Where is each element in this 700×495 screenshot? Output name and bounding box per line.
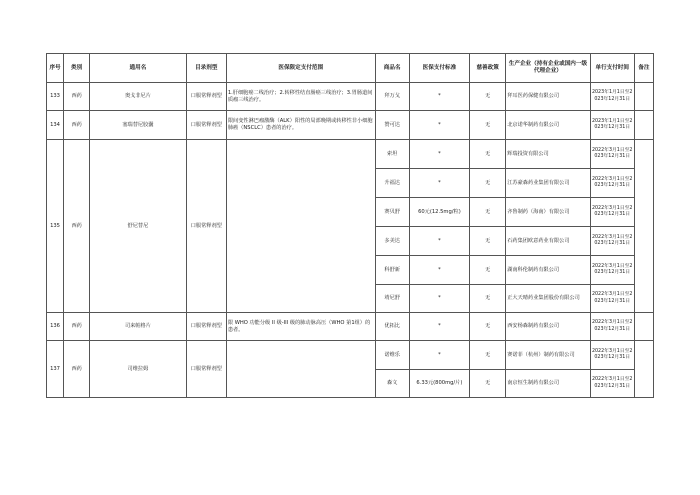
header-category: 类别 [64,54,90,83]
date-cell: 2022年3月1日至2023年12月31日 [590,285,634,313]
company-cell: 正大天晴药业集团股份有限公司 [506,285,590,313]
header-row [47,54,654,83]
date-cell: 2022年3月1日至2023年12月31日 [590,140,634,169]
header-scope: 医保限定支付范围 [226,54,375,83]
data-table [46,53,654,398]
date-cell: 2022年3月1日至2023年12月31日 [590,169,634,198]
generic-cell: 奥戈非尼片 [90,83,186,111]
charity-cell: 无 [470,285,506,313]
category-cell: 西药 [64,111,90,140]
brand-cell: 赛贝舒 [375,198,409,227]
standard-cell: 60元(12.5mg/粒) [409,198,469,227]
form-cell: 口服常释剂型 [186,111,226,140]
company-cell: 齐鲁制药（海南）有限公司 [506,198,590,227]
form-cell: 口服常释剂型 [186,83,226,111]
brand-cell: 靖尼舒 [375,285,409,313]
category-cell: 西药 [64,341,90,398]
scope-cell [226,140,375,313]
header-generic-name: 通用名 [90,54,186,83]
charity-cell: 无 [470,341,506,370]
standard-cell: * [409,285,469,313]
charity-cell: 无 [470,83,506,111]
charity-cell: 无 [470,313,506,341]
drug-reimbursement-table [46,53,654,431]
company-cell: 石药集团欧意药业有限公司 [506,227,590,256]
brand-cell: 拜万戈 [375,83,409,111]
company-cell: 南京恒生制药有限公司 [506,370,590,398]
charity-cell: 无 [470,370,506,398]
company-cell: 辉瑞投资有限公司 [506,140,590,169]
date-cell: 2022年3月1日至2023年12月31日 [590,227,634,256]
date-cell: 2022年3月1日至2023年12月31日 [590,198,634,227]
seq-cell: 133 [47,83,64,111]
table-row [47,83,654,111]
standard-cell: 6.33元(800mg/片) [409,370,469,398]
brand-cell: 诺维乐 [375,341,409,370]
header-standard: 医保支付标准 [409,54,469,83]
note-cell [634,83,653,111]
brand-cell: 优拓比 [375,313,409,341]
company-cell: 拜耳医药保健有限公司 [506,83,590,111]
company-cell: 赛诺菲（杭州）制药有限公司 [506,341,590,370]
charity-cell: 无 [470,227,506,256]
scope-cell: 1.肝细胞癌二线治疗；2.转移性结直肠癌三线治疗；3.胃肠道间质瘤三线治疗。 [226,83,375,111]
generic-cell: 司维拉姆 [90,341,186,398]
standard-cell: * [409,313,469,341]
charity-cell: 无 [470,111,506,140]
scope-cell: 限间变性淋巴瘤激酶（ALK）阳性的局部晚期或转移性非小细胞肺癌（NSCLC）患者的治疗。 [226,111,375,140]
seq-cell: 137 [47,341,64,398]
standard-cell: * [409,341,469,370]
table-row [47,341,654,370]
header-charity: 慈善政策 [470,54,506,83]
generic-cell: 司来帕格片 [90,313,186,341]
note-cell [634,313,653,341]
seq-cell: 135 [47,140,64,313]
date-cell: 2022年3月1日至2023年12月31日 [590,313,634,341]
form-cell: 口服常释剂型 [186,140,226,313]
standard-cell: * [409,256,469,285]
header-dosage-form: 目录剂型 [186,54,226,83]
header-date: 单行支付时间 [590,54,634,83]
company-cell: 北京诺华制药有限公司 [506,111,590,140]
header-company: 生产企业（持有企业或国内一级代理企业） [506,54,590,83]
charity-cell: 无 [470,169,506,198]
date-cell: 2022年3月1日至2023年12月31日 [590,370,634,398]
date-cell: 2023年1月1日至2023年12月31日 [590,83,634,111]
seq-cell: 134 [47,111,64,140]
scope-cell [226,341,375,398]
charity-cell: 无 [470,256,506,285]
standard-cell: * [409,83,469,111]
seq-cell: 136 [47,313,64,341]
header-seq: 序号 [47,54,64,83]
note-cell [634,341,653,398]
charity-cell: 无 [470,140,506,169]
brand-cell: 升福达 [375,169,409,198]
scope-cell: 限 WHO 功能分级 II 级-III 级的肺动脉高压（WHO 第1组）的患者。 [226,313,375,341]
charity-cell: 无 [470,198,506,227]
form-cell: 口服常释剂型 [186,313,226,341]
company-cell: 西安杨森制药有限公司 [506,313,590,341]
standard-cell: * [409,227,469,256]
company-cell: 江苏豪森药业集团有限公司 [506,169,590,198]
company-cell: 湖南科伦制药有限公司 [506,256,590,285]
note-cell [634,140,653,313]
category-cell: 西药 [64,140,90,313]
brand-cell: 索坦 [375,140,409,169]
note-cell [634,111,653,140]
brand-cell: 科舒新 [375,256,409,285]
brand-cell: 多美达 [375,227,409,256]
generic-cell: 塞瑞替尼胶囊 [90,111,186,140]
date-cell: 2022年3月1日至2023年12月31日 [590,256,634,285]
date-cell: 2022年3月1日至2023年12月31日 [590,341,634,370]
category-cell: 西药 [64,313,90,341]
standard-cell: * [409,140,469,169]
table-row [47,111,654,140]
standard-cell: * [409,111,469,140]
header-note: 备注 [634,54,653,83]
generic-cell: 舒尼替尼 [90,140,186,313]
category-cell: 西药 [64,83,90,111]
table-row [47,313,654,341]
standard-cell: * [409,169,469,198]
date-cell: 2023年1月1日至2023年12月31日 [590,111,634,140]
table-row [47,140,654,169]
header-brand: 商品名 [375,54,409,83]
brand-cell: 赞可达 [375,111,409,140]
form-cell: 口服常释剂型 [186,341,226,398]
brand-cell: 森文 [375,370,409,398]
